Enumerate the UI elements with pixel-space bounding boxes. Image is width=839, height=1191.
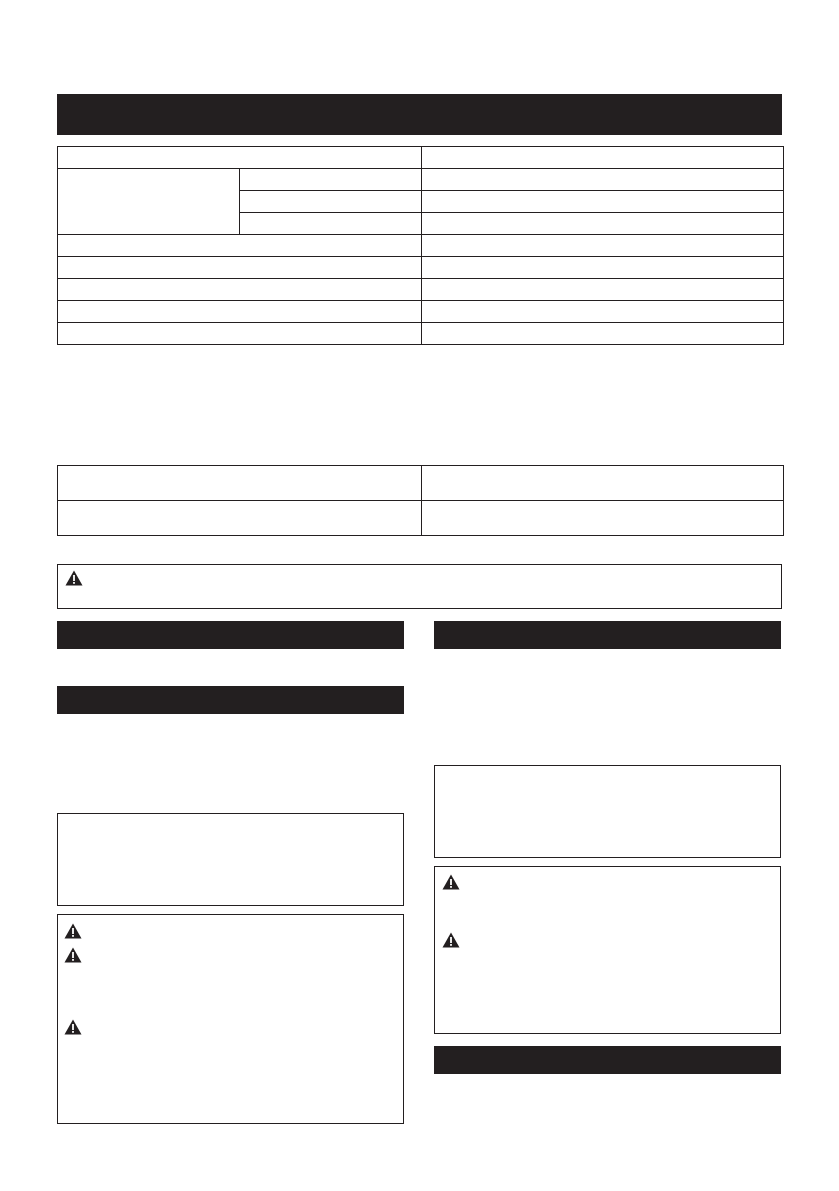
warning-triangle-icon	[65, 570, 83, 586]
table-row	[58, 466, 784, 501]
spec-value	[422, 235, 784, 257]
spec-value	[422, 301, 784, 323]
left-section-title-1	[57, 628, 65, 642]
spec-label	[58, 147, 422, 169]
right-section-heading-2	[434, 1046, 781, 1074]
warning-triangle-icon	[64, 947, 82, 963]
page-header-bar	[57, 94, 782, 135]
secondary-table	[57, 465, 784, 536]
left-section-heading-1	[57, 621, 404, 649]
spec-value	[422, 323, 784, 345]
table-row	[58, 323, 784, 345]
right-section-title-2	[434, 1053, 442, 1067]
spec-value	[422, 279, 784, 301]
page-header-title	[57, 106, 67, 122]
table-row	[58, 169, 784, 191]
spec-value	[422, 147, 784, 169]
left-note-box	[57, 813, 404, 906]
table-row	[58, 501, 784, 536]
table-row	[58, 235, 784, 257]
spec-group-label	[58, 169, 240, 235]
spec-sublabel	[240, 213, 422, 235]
right-note-box	[434, 765, 781, 858]
left-section-heading-2	[57, 686, 404, 714]
spec-value	[422, 169, 784, 191]
specification-table	[57, 146, 784, 345]
spec-label	[58, 301, 422, 323]
spec-label	[58, 323, 422, 345]
warning-triangle-icon	[442, 874, 460, 890]
table-row	[58, 301, 784, 323]
spec-label	[58, 279, 422, 301]
warning-triangle-icon	[64, 923, 82, 939]
spec-value	[422, 191, 784, 213]
spec-label	[58, 235, 422, 257]
left-warning-box	[57, 914, 404, 1124]
spec-label	[58, 257, 422, 279]
right-section-heading-1	[434, 621, 781, 649]
warning-triangle-icon	[442, 932, 460, 948]
spec-value	[422, 257, 784, 279]
secondary-value	[422, 466, 784, 501]
right-warning-box	[434, 866, 781, 1034]
table-row	[58, 279, 784, 301]
warning-triangle-icon	[64, 1019, 82, 1035]
warning-banner	[57, 564, 782, 609]
spec-value	[422, 213, 784, 235]
secondary-label	[58, 466, 422, 501]
spec-sublabel	[240, 191, 422, 213]
secondary-value	[422, 501, 784, 536]
table-row	[58, 147, 784, 169]
table-row	[58, 257, 784, 279]
left-section-title-2	[57, 693, 65, 707]
spec-sublabel	[240, 169, 422, 191]
right-section-title-1	[434, 628, 442, 642]
secondary-label	[58, 501, 422, 536]
